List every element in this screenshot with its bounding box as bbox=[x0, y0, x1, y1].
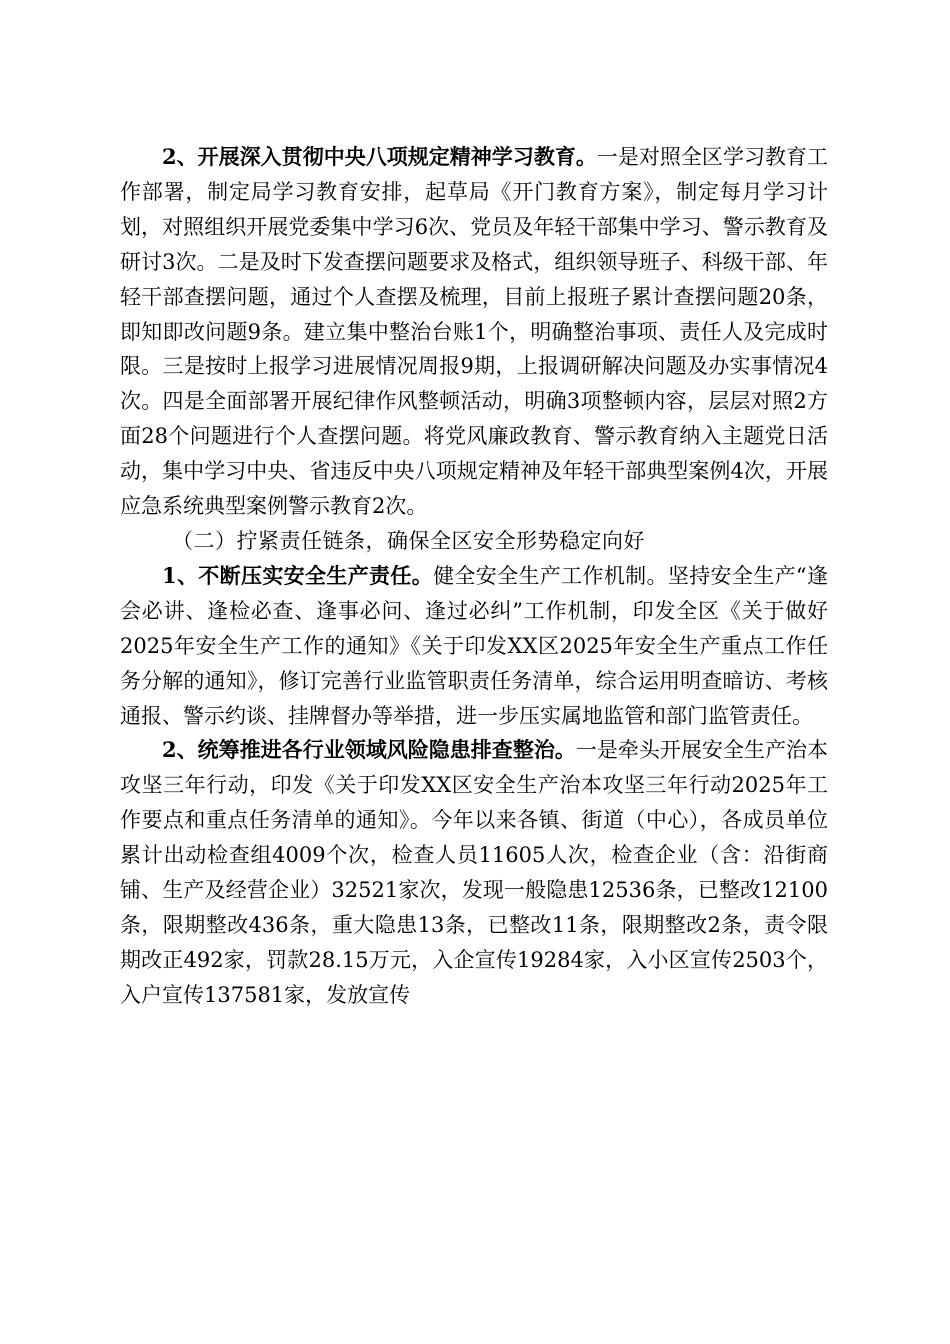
paragraph-safety-responsibility bbox=[120, 559, 828, 734]
document-page bbox=[120, 140, 828, 1013]
paragraph-body: 健全安全生产工作机制。坚持安全生产“逢会必讲、逢检必查、逢事必问、逢过必纠”工作机制，印发全区《关于做好2025年安全生产工作的通知》《关于印发XX区2025年安全生产重点工作任务分解的通知》，修订完善行业监管职责任务清单，综合运用明查暗访、考核通报、警示约谈、挂牌督办等举措，进一步压实属地监管和部门监管责任。 bbox=[120, 563, 828, 728]
paragraph-heading: 2、开展深入贯彻中央八项规定精神学习教育。 bbox=[162, 144, 597, 169]
paragraph-body: 一是对照全区学习教育工作部署，制定局学习教育安排，起草局《开门教育方案》，制定每月学习计划，对照组织开展党委集中学习6次、党员及年轻干部集中学习、警示教育及研讨3次。二是及时下发查摆问题要求及格式，组织领导班子、科级干部、年轻干部查摆问题，通过个人查摆及梳理，目前上报班子累计查摆问题20条，即知即改问题9条。建立集中整治台账1个，明确整治事项、责任人及完成时限。三是按时上报学习进展情况周报9期，上报调研解决问题及办实事情况4次。四是全面部署开展纪律作风整顿活动，明确3项整顿内容，层层对照2方面28个问题进行个人查摆问题。将党风廉政教育、警示教育纳入主题党日活动，集中学习中央、省违反中央八项规定精神及年轻干部典型案例4次，开展应急系统典型案例警示教育2次。 bbox=[120, 145, 828, 519]
paragraph-study-education bbox=[120, 140, 828, 524]
paragraph-heading: 2、统筹推进各行业领域风险隐患排查整治。 bbox=[162, 737, 576, 763]
paragraph-heading: 1、不断压实安全生产责任。 bbox=[162, 562, 434, 588]
section-subheading: （二）拧紧责任链条，确保全区安全形势稳定向好 bbox=[172, 528, 645, 553]
paragraph-body: 一是牵头开展安全生产治本攻坚三年行动，印发《关于印发XX区安全生产治本攻坚三年行动2025年工作要点和重点任务清单的通知》。今年以来各镇、街道（中心），各成员单位累计出动检查组4009个次，检查人员11605人次，检查企业（含：沿街商铺、生产及经营企业）32521家次，发现一般隐患12536条，已整改12100条，限期整改436条，重大隐患13条，已整改11条，限期整改2条，责令限期改正492家，罚款28.15万元，入企宣传19284家，入小区宣传2503个，入户宣传137581家，发放宣传 bbox=[120, 738, 828, 1007]
paragraph-risk-remediation bbox=[120, 733, 828, 1012]
